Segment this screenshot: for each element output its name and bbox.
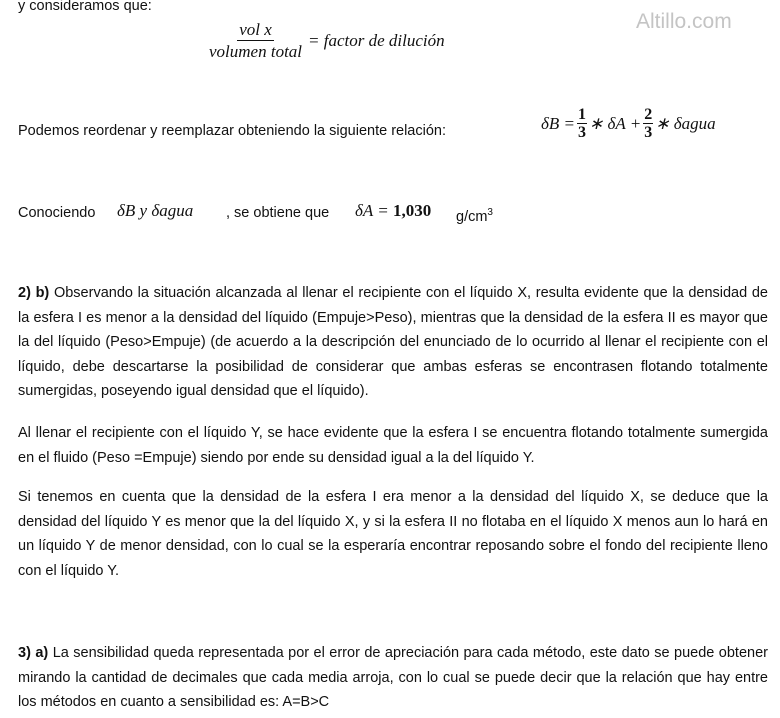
knowing-middle: , se obtiene que [226, 205, 330, 221]
intro-line: y consideramos que: [18, 0, 152, 14]
reorder-text: Podemos reordenar y reemplazar obteniendo la siguiente relación: [18, 123, 447, 139]
frac2-num: 2 [644, 106, 653, 123]
unit-base: g/cm [456, 208, 488, 225]
relation-equation [541, 106, 716, 141]
section-2b-paragraph-2: Al llenar el recipiente con el líquido Y, se hace evidente que la esfera I se encuentra flotando totalmente sumergida en el fluido (Peso =Empuje) siendo por ende su densidad igual a la del líquido Y. [18, 425, 768, 466]
known-variables: δB y δagua [117, 201, 194, 220]
frac1-num: 1 [578, 106, 587, 123]
relation-term2: ∗ δagua [655, 113, 716, 133]
section-3a-paragraph [18, 641, 768, 715]
watermark: Altillo.com [636, 10, 732, 33]
section-2b-label: 2) b) [18, 285, 50, 301]
result-unit [456, 203, 493, 227]
frac2-den: 3 [644, 124, 653, 141]
result-value: 1,030 [392, 201, 432, 220]
frac1-den: 3 [578, 124, 587, 141]
fraction-one-third [577, 106, 587, 141]
dilution-fraction [207, 20, 304, 61]
section-3a-text: La sensibilidad queda representada por el error de apreciación para cada método, este dato se puede obtener mirando la cantidad de decimales que cada media arroja, con lo cual se puede decir que la relación que hay entre los métodos en cuanto a sensibilidad es: A=B>C [18, 645, 768, 710]
section-2b-paragraph-1 [18, 281, 768, 404]
result-lhs: δA = [355, 201, 389, 220]
knowing-prefix: Conociendo [18, 205, 96, 221]
unit-exponent: 3 [487, 207, 493, 218]
dilution-equation [207, 20, 445, 61]
section-2b-p1-text: Observando la situación alcanzada al llenar el recipiente con el líquido X, resulta evidente que la densidad de la esfera I es menor a la densidad del líquido (Empuje>Peso), mientras que la densidad de la esfera II es mayor que la del líquido (Peso>Empuje) (de acuerdo a la descripción del enunciado de lo ocurrido al llenar el recipiente con el líquido, debe descartarse la posibilidad de considerar que ambas esferas se encontrasen flotando totalmente sumergidas, poseyendo igual densidad que el líquido). [18, 285, 768, 399]
result-equation [355, 201, 431, 221]
equation-rhs: = factor de dilución [308, 30, 445, 50]
relation-term1: ∗ δA + [589, 113, 642, 133]
fraction-two-thirds [643, 106, 653, 141]
fraction-denominator: volumen total [209, 42, 303, 61]
section-3a-label: 3) a) [18, 645, 49, 661]
relation-lhs: δB = [541, 113, 576, 133]
fraction-numerator: vol x [239, 20, 272, 39]
section-2b-paragraph-3: Si tenemos en cuenta que la densidad de la esfera I era menor a la densidad del líquido X, se deduce que la densidad del líquido Y es menor que la del líquido X, y si la esfera II no flotaba en el líquido X menos aun lo hará en un líquido Y de menor densidad, con lo cual se la esperaría encontrar reposando sobre el fondo del recipiente lleno con el líquido Y. [18, 489, 768, 579]
